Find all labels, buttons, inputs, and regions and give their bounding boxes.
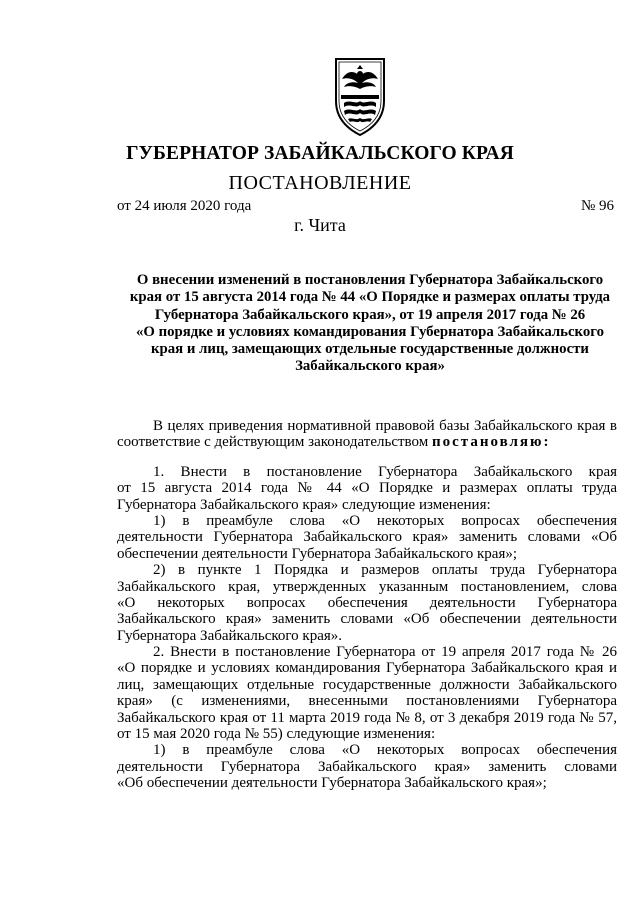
body-line: Забайкальского края от 11 марта 2019 года № 8, от 3 декабря 2019 года № 57, [117,709,617,726]
document-date: от 24 июля 2020 года [117,198,252,214]
body-line: 2. Внести в постановление Губернатора от 19 апреля 2017 года № 26 [153,644,617,661]
title-line: края от 15 августа 2014 года № 44 «О Порядке и размерах оплаты труда [129,289,611,306]
document-body [117,418,617,792]
issue-city: г. Чита [294,215,346,235]
body-line: 1. Внести в постановление Губернатора Забайкальского края [153,463,617,480]
body-line: 2) в пункте 1 Порядка и размеров оплаты труда Губернатора [153,562,617,579]
body-line: от 15 мая 2020 года № 55) следующие изменения: [117,726,436,743]
body-line: Забайкальского края» заменить словами «Об обеспечении деятельности [117,611,617,628]
body-line: Губернатора Забайкальского края» следующие изменения: [117,496,491,513]
title-line: «О порядке и условиях командирования Губернатора Забайкальского [135,323,605,340]
body-line: В целях приведения нормативной правовой базы Забайкальского края в [153,418,617,434]
body-line: «Об обеспечении деятельности Губернатора Забайкальского края»; [117,775,547,792]
body-line [117,434,617,450]
title-line: Забайкальского края» [295,358,445,375]
issuer-title: ГУБЕРНАТОР ЗАБАЙКАЛЬСКОГО КРАЯ [126,143,514,164]
body-line: от 15 августа 2014 года № 44 «О Порядке и размерах оплаты труда [117,480,617,497]
body-line: деятельности Губернатора Забайкальского края» заменить словами «Об [117,529,617,546]
body-line: «О некоторых вопросах обеспечения деятельности Губернатора [117,594,617,611]
item-1-subitem-1 [117,513,617,562]
title-line: края и лиц, замещающих отдельные государственные должности [151,341,589,358]
body-line: Забайкальского края, утвержденных указанным постановлением, слова [117,578,617,595]
item-2-paragraph [117,644,617,742]
body-line: лиц, замещающих отдельные государственные должности Забайкальского [117,676,617,693]
document-type: ПОСТАНОВЛЕНИЕ [228,172,412,194]
document-number: № 96 [580,198,614,214]
coat-of-arms-icon [332,55,388,137]
body-line: деятельности Губернатора Забайкальского края» заменить словами [117,758,617,775]
document-title [120,272,620,376]
body-line: «О порядке и условиях командирования Губернатора Забайкальского края и [117,660,617,677]
title-line: О внесении изменений в постановления Губернатора Забайкальского [136,272,604,288]
body-line: Губернатора Забайкальского края». [117,627,343,644]
body-line: 1) в преамбуле слова «О некоторых вопросах обеспечения [153,512,617,529]
body-line: края» (с изменениями, внесенными постановлениями Губернатора [117,693,617,710]
title-line: Губернатора Забайкальского края», от 19 апреля 2017 года № 26 [154,306,586,323]
body-line: обеспечении деятельности Губернатора Забайкальского края»; [117,545,518,562]
preamble-text: соответствие с действующим законодательством [117,434,432,451]
item-1-paragraph [117,464,617,513]
body-line: 1) в преамбуле слова «О некоторых вопросах обеспечения [153,742,617,759]
preamble-paragraph [117,418,617,451]
item-1-subitem-2 [117,562,617,644]
resolution-keyword: постановляю: [431,434,551,451]
item-2-subitem-1 [117,742,617,791]
